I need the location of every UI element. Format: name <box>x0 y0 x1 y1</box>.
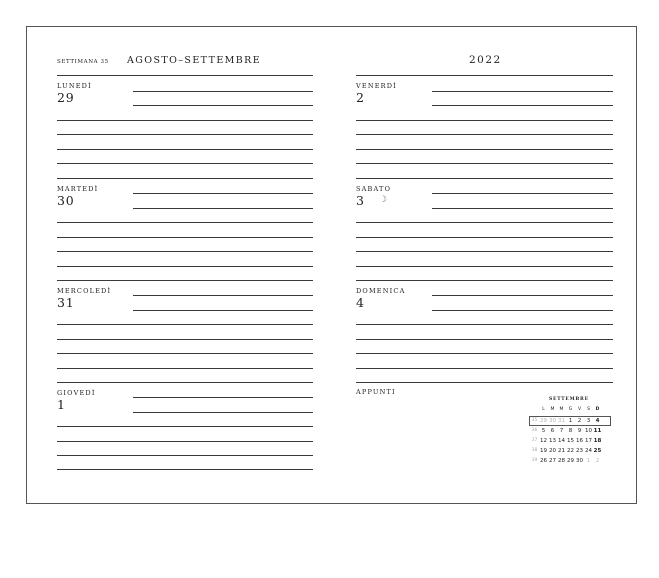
write-line[interactable] <box>57 368 313 369</box>
day-separator <box>57 382 313 383</box>
calendar-day: 28 <box>558 458 565 464</box>
calendar-day: 30 <box>549 418 556 424</box>
calendar-day: 29 <box>567 458 574 464</box>
write-line[interactable] <box>57 339 313 340</box>
calendar-day: 5 <box>541 428 546 434</box>
write-line[interactable] <box>356 324 613 325</box>
write-line[interactable] <box>356 368 613 369</box>
notes-label: APPUNTI <box>356 388 396 396</box>
calendar-day: 16 <box>576 438 583 444</box>
week-number: 36 <box>531 428 538 433</box>
calendar-day: 1 <box>586 458 591 464</box>
write-line[interactable] <box>356 222 613 223</box>
calendar-day: 26 <box>540 458 547 464</box>
calendar-day: 4 <box>595 418 600 424</box>
write-line[interactable] <box>133 397 313 398</box>
calendar-day: 15 <box>567 438 574 444</box>
write-line[interactable] <box>57 149 313 150</box>
day-number-friday: 2 <box>356 90 365 105</box>
week-number: 39 <box>531 458 538 463</box>
day-name-tuesday: MARTEDÌ <box>57 185 99 193</box>
write-line[interactable] <box>133 91 313 92</box>
write-line[interactable] <box>57 455 313 456</box>
calendar-day: 9 <box>577 428 582 434</box>
calendar-day: 7 <box>559 428 564 434</box>
moon-phase-icon: ☽ <box>379 195 388 205</box>
calendar-day: 18 <box>593 438 602 444</box>
calendar-day: 31 <box>558 418 565 424</box>
weekday-header: M <box>550 407 555 412</box>
calendar-day: 29 <box>540 418 547 424</box>
weekday-header: M <box>559 407 564 412</box>
calendar-day: 1 <box>568 418 573 424</box>
day-number-wednesday: 31 <box>57 295 75 310</box>
calendar-day: 23 <box>576 448 583 454</box>
day-name-wednesday: MERCOLEDÌ <box>57 287 112 295</box>
mini-calendar-weekdays <box>539 405 602 415</box>
mini-calendar-week <box>530 436 602 446</box>
weekday-header: L <box>542 407 545 412</box>
write-line[interactable] <box>57 134 313 135</box>
calendar-day: 20 <box>549 448 556 454</box>
write-line[interactable] <box>356 353 613 354</box>
write-line[interactable] <box>432 295 613 296</box>
write-line[interactable] <box>356 163 613 164</box>
calendar-day: 10 <box>585 428 592 434</box>
mini-calendar-week <box>530 416 602 426</box>
calendar-day: 12 <box>540 438 547 444</box>
calendar-day: 2 <box>577 418 582 424</box>
weekday-header: G <box>568 407 573 412</box>
day-separator <box>356 280 613 281</box>
year-title: 2022 <box>469 54 502 66</box>
write-line[interactable] <box>432 91 613 92</box>
write-line[interactable] <box>57 266 313 267</box>
weekday-header: D <box>595 407 600 412</box>
day-number-thursday: 1 <box>57 397 66 412</box>
weekday-header: S <box>587 407 590 412</box>
write-line[interactable] <box>133 105 313 106</box>
day-name-thursday: GIOVEDÌ <box>57 389 96 397</box>
week-number: 38 <box>531 448 538 453</box>
write-line[interactable] <box>57 441 313 442</box>
write-line[interactable] <box>133 208 313 209</box>
calendar-day: 19 <box>540 448 547 454</box>
write-line[interactable] <box>133 412 313 413</box>
months-title: AGOSTO–SETTEMBRE <box>127 55 262 66</box>
day-name-monday: LUNEDÌ <box>57 82 92 90</box>
week-label: SETTIMANA 35 <box>57 59 109 65</box>
calendar-day: 22 <box>567 448 574 454</box>
write-line[interactable] <box>356 237 613 238</box>
write-line[interactable] <box>57 222 313 223</box>
day-number-tuesday: 30 <box>57 193 75 208</box>
write-line[interactable] <box>432 310 613 311</box>
calendar-day: 2 <box>595 458 600 464</box>
write-line[interactable] <box>57 426 313 427</box>
write-line[interactable] <box>356 266 613 267</box>
write-line[interactable] <box>57 237 313 238</box>
day-separator <box>57 178 313 179</box>
day-separator <box>57 280 313 281</box>
calendar-day: 30 <box>576 458 583 464</box>
write-line[interactable] <box>432 193 613 194</box>
write-line[interactable] <box>57 353 313 354</box>
write-line[interactable] <box>356 339 613 340</box>
calendar-day: 8 <box>568 428 573 434</box>
calendar-day: 14 <box>558 438 565 444</box>
write-line[interactable] <box>133 295 313 296</box>
write-line[interactable] <box>356 134 613 135</box>
write-line[interactable] <box>356 149 613 150</box>
weekday-header: V <box>577 407 582 412</box>
week-number: 37 <box>531 438 538 443</box>
mini-calendar-week <box>530 446 602 456</box>
write-line[interactable] <box>133 310 313 311</box>
day-number-saturday: 3 <box>356 193 365 208</box>
write-line[interactable] <box>356 120 613 121</box>
write-line[interactable] <box>432 208 613 209</box>
day-name-sunday: DOMENICA <box>356 287 406 295</box>
calendar-day: 21 <box>558 448 565 454</box>
day-number-sunday: 4 <box>356 295 365 310</box>
header-rule-right <box>356 75 613 76</box>
day-name-friday: VENERDÌ <box>356 82 397 90</box>
write-line[interactable] <box>133 193 313 194</box>
header-rule-left <box>57 75 313 76</box>
write-line[interactable] <box>57 324 313 325</box>
day-name-saturday: SABATO <box>356 185 392 193</box>
mini-calendar-week <box>530 426 602 436</box>
day-separator <box>356 178 613 179</box>
calendar-day: 17 <box>585 438 592 444</box>
day-separator <box>356 382 613 383</box>
calendar-day: 25 <box>593 448 602 454</box>
calendar-day: 27 <box>549 458 556 464</box>
mini-calendar-title: SETTEMBRE <box>549 397 589 402</box>
day-number-monday: 29 <box>57 90 75 105</box>
calendar-day: 3 <box>586 418 591 424</box>
calendar-day: 11 <box>593 428 602 434</box>
week-number: 35 <box>531 418 538 423</box>
calendar-day: 13 <box>549 438 556 444</box>
write-line[interactable] <box>57 251 313 252</box>
write-line[interactable] <box>57 469 313 470</box>
calendar-day: 24 <box>585 448 592 454</box>
write-line[interactable] <box>57 163 313 164</box>
write-line[interactable] <box>57 120 313 121</box>
write-line[interactable] <box>356 251 613 252</box>
mini-calendar-week <box>530 456 602 466</box>
write-line[interactable] <box>432 105 613 106</box>
calendar-day: 6 <box>550 428 555 434</box>
planner-page <box>26 26 637 504</box>
